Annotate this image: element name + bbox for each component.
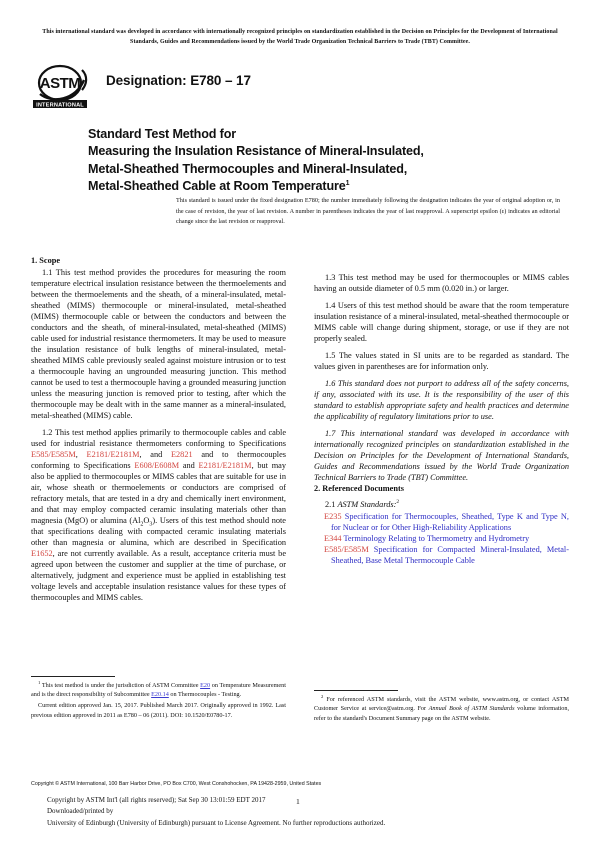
license-line-3: University of Edinburgh (University of Edinburgh) pursuant to License Agreement. No further reproductions authorized. [47, 818, 386, 827]
title-line-1: Standard Test Method for [88, 127, 236, 141]
page-number: 1 [296, 797, 300, 806]
paragraph-1-3: 1.3 This test method may be used for thermocouples or MIMS cables having an outside diameter of 0.5 mm (0.020 in.) or larger. [314, 272, 569, 293]
title-footnote-marker: 1 [345, 179, 350, 187]
svg-text:ASTM: ASTM [39, 75, 81, 92]
p12-text-b: , [75, 449, 87, 459]
footnote-edition-info: Current edition approved Jan. 15, 2017. Published March 2017. Originally approved in 1992. Last previous edition approved in 2011 as E780 – 06 (2011). DOI: 10.1520/E0780-17. [31, 702, 286, 719]
list-item[interactable] [314, 533, 569, 544]
p12-text-c: , and [139, 449, 171, 459]
p12-text-i: , are not currently available. As a result, acceptance criteria must be agreed upon between the customer and supplier at the time of purchase, or alternatively, judgment and experience must be applied in establishing test voltage levels and acceptable insulation resistance values for these types of thermocouples and MIMS cables. [31, 548, 286, 602]
footnote-rule [31, 676, 115, 677]
license-line-2: Downloaded/printed by [47, 807, 114, 816]
link-e2181-e2181m-1[interactable]: E2181/E2181M [86, 449, 140, 459]
footnote-right [314, 690, 569, 723]
paragraph-1-6: 1.6 This standard does not purport to address all of the safety concerns, if any, associated with its use. It is the responsibility of the user of this standard to establish appropriate safety and health practices and determine the applicability of regulatory limitations prior to use. [314, 378, 569, 421]
paragraph-1-1: 1.1 This test method provides the procedures for measuring the room temperature electrical insulation resistance between the thermoelements and between the thermoelements and the sheath, of a mineral-insulated, metal-sheathed (MIMS) thermocouple or mineral-insulated, metal-sheathed (MIMS) thermocouple cable or between the conductors and between the conductors and the sheath, of mineral-insulated, metal-sheathed (MIMS) cable used for industrial resistance thermometers. It may be used to measure the insulation resistance of bulk lengths of mineral-insulated, metal-sheathed MIMS cable previously sealed against moisture intrusion or to test a thermocouple having an ungrounded measuring junction. This method cannot be used to test a thermocouple having a grounded measuring junction unless the measuring junction is removed prior to testing, after which the thermocouple may be dealt with in the same manner as a mineral-insulated, metal-sheathed (MIMS) cable. [31, 268, 286, 420]
p12-text-a: 1.2 This test method applies primarily to thermocouple cables and cable used for industrial resistance thermometers conforming to Specifications [31, 427, 286, 448]
license-line-1: Copyright by ASTM Int'l (all rights reserved); Sat Sep 30 13:01:59 EDT 2017 [47, 796, 266, 804]
wto-notice: This international standard was developed in accordance with internationally recognized principles on standardization established in the Decision on Principles for the Development of International Standards, Guides and Recommendations issued by the World Trade Organization Technical Barriers to Trade (TBT) Committee. [42, 29, 558, 45]
section-heading-scope: 1. Scope [31, 256, 61, 265]
link-e1652[interactable]: E1652 [31, 548, 53, 558]
standard-title-e235: Specification for Thermocouples, Sheathed, Type K and Type N, for Nuclear or for Other High-Reliability Applications [331, 512, 569, 533]
link-e2821[interactable]: E2821 [170, 449, 193, 459]
subsection-number: 2.1 [325, 500, 338, 510]
list-item[interactable] [314, 511, 569, 533]
paragraph-1-4: 1.4 Users of this test method should be aware that the room temperature insulation resistance of a mineral-insulated, metal-sheathed thermocouple or MIMS cable will change during shipment, storage, or use if they are not properly sealed. [314, 300, 569, 343]
footnote-1-text-a: This test method is under the jurisdiction of ASTM Committee [41, 682, 201, 689]
standard-title-e344: Terminology Relating to Thermometry and Hydrometry [341, 534, 530, 544]
link-e608-e608m[interactable]: E608/E608M [134, 460, 180, 470]
p12-text-h: ). Users of this test method should note that specifications dealing with compacted ceramic insulating materials other than magnesia or alumina, which are described in Specification [31, 515, 286, 547]
footnote-2-text-b: volume information, refer to the standard's Document Summary page on the ASTM website. [314, 705, 570, 722]
link-e585-e585m-ref[interactable]: E585/E585M [324, 545, 369, 555]
footnote-2 [314, 695, 569, 723]
footnote-2-text-a: For referenced ASTM standards, visit the ASTM website, www.astm.org, or contact ASTM Customer Service at service@astm.org. For [314, 696, 570, 713]
list-item[interactable] [314, 544, 569, 566]
footnote-2-italic: Annual Book of ASTM Standards [428, 705, 515, 713]
paragraph-1-5: 1.5 The values stated in SI units are to be regarded as standard. The values given in parentheses are for information only. [314, 350, 569, 371]
footnote-1-marker: 1 [38, 679, 41, 685]
link-e2181-e2181m-2[interactable]: E2181/E2181M [198, 460, 252, 470]
p12-subscript-1: 2 [140, 521, 144, 528]
astm-logo-icon [30, 64, 94, 110]
p12-text-d: and to thermocouples conforming to Specifications [31, 449, 287, 470]
designation-label: Designation: E780 – 17 [106, 73, 251, 88]
title-line-3: Metal-Sheathed Thermocouples and Mineral-Insulated, [88, 161, 408, 176]
p12-text-g: O [143, 515, 150, 525]
title-line-2: Measuring the Insulation Resistance of Mineral-Insulated, [88, 144, 424, 159]
standard-issue-note: This standard is issued under the fixed designation E780; the number immediately following the designation indicates the year of original adoption or, in the case of revision, the year of last revision. A number in parentheses indicates the year of last reapproval. A superscript epsilon (ε) indicates an editorial change since the last revision or reapproval. [176, 197, 560, 226]
subsection-astm-standards [314, 499, 569, 510]
section-heading-referenced-documents: 2. Referenced Documents [314, 484, 404, 494]
footnote-rule [314, 690, 398, 691]
title-line-4-text: Metal-Sheathed Cable at Room Temperature [88, 179, 346, 194]
designation-row [30, 64, 566, 112]
footnote-1-text-b: on Temperature Measurement and is the direct responsibility of Subcommittee [31, 682, 286, 699]
copyright-notice: Copyright © ASTM International, 100 Barr Harbor Drive, PO Box C700, West Conshohocken, PA 19428-2959, United States [31, 781, 322, 787]
standard-title-e585: Specification for Compacted Mineral-Insulated, Metal-Sheathed, Base Metal Thermocouple Cable [331, 545, 569, 566]
link-e344[interactable]: E344 [324, 534, 342, 544]
link-e20[interactable]: E20 [200, 682, 211, 689]
link-e20-14[interactable]: E20.14 [151, 691, 169, 699]
right-column [314, 256, 569, 566]
referenced-standards-list [314, 511, 569, 566]
footnote-1-text-c: on Thermocouples - Testing. [168, 691, 242, 699]
paragraph-1-2-continued [314, 256, 569, 267]
footnote-left [31, 676, 286, 720]
footnote-2-marker: 2 [321, 693, 324, 699]
p12-text-f: , but may also be applied to thermocouples or MIMS cables that are suitable for use in air, whose sheath or thermoelements or conductors are comprised of refractory metals, that are tested in a dry and chemically inert environment, and that may employ compacted ceramic insulating materials other than magnesia (MgO) or alumina (Al [31, 460, 286, 525]
paragraph-1-7: 1.7 This international standard was developed in accordance with internationally recognized principles on standardization established in the Decision on Principles for the Development of International Standards, Guides and Recommendations issued by the World Trade Organization Technical Barriers to Trade (TBT) Committee. [314, 428, 569, 482]
paragraph-1-2 [31, 428, 286, 604]
title-line-4 [88, 178, 558, 195]
subsection-label: ASTM Standards: [337, 500, 397, 510]
link-e235[interactable]: E235 [324, 512, 342, 522]
p12-text-e: and [179, 460, 199, 470]
footnote-1 [31, 681, 286, 700]
subsection-footnote-marker: 2 [396, 499, 400, 506]
page-title [88, 126, 558, 196]
svg-text:INTERNATIONAL: INTERNATIONAL [36, 102, 84, 109]
link-e585-e585m[interactable]: E585/E585M [31, 449, 76, 459]
p12-subscript-2: 3 [149, 521, 153, 528]
left-column [31, 256, 286, 604]
